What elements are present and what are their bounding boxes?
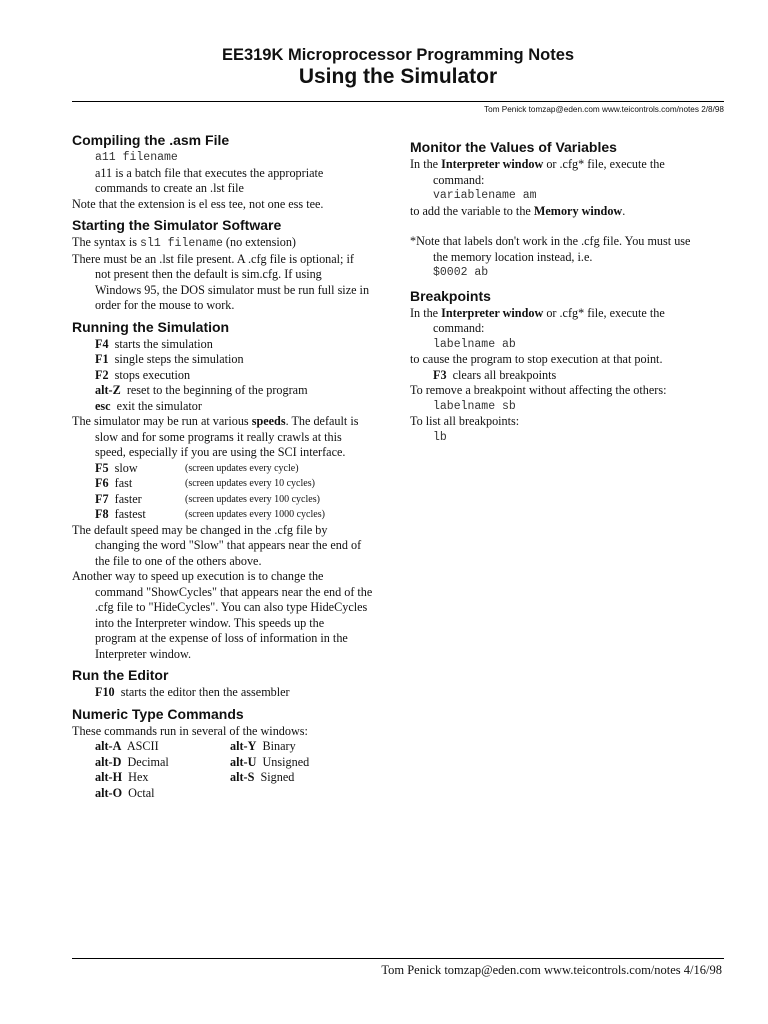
key-label: F4 [95, 336, 109, 351]
compile-command: a11 filename [95, 151, 178, 164]
speed-label: fastest [114, 507, 146, 521]
numeric-key: alt-D [95, 754, 122, 769]
speed-key: F6 [95, 476, 109, 490]
monitor-command: variablename am [433, 189, 537, 202]
starting-line-1: There must be an .lst file present. A .cfg file is optional; if [72, 251, 354, 266]
key-label: alt-Z [95, 383, 121, 397]
bp-f3-key: F3 [433, 367, 447, 382]
section-heading-compiling: Compiling the .asm File [72, 132, 230, 148]
editor-desc: starts the editor then the assembler [120, 685, 290, 699]
key-desc: exit the simulator [116, 398, 202, 413]
numeric-key: alt-U [230, 754, 257, 769]
bp-list: To list all breakpoints: [410, 414, 520, 428]
key-desc: stops execution [114, 367, 191, 382]
speed-row [72, 507, 390, 523]
speed-note: (screen updates every 10 cycles) [185, 478, 315, 489]
numeric-key: alt-A [95, 739, 122, 753]
bp-line-2: command: [433, 321, 485, 335]
speed-row [72, 461, 390, 477]
key-row [72, 399, 390, 415]
key-label: F2 [95, 367, 109, 382]
bp-command-3: lb [433, 430, 447, 444]
bp-line-3: to cause the program to stop execution at that point. [410, 352, 663, 366]
numeric-desc: Hex [128, 770, 149, 784]
bp-line-1 [410, 306, 728, 322]
editor-row [72, 685, 390, 701]
editor-key: F10 [95, 685, 115, 699]
numeric-row [72, 755, 390, 771]
monitor-post: or .cfg* file, execute the [543, 157, 665, 171]
another-line-1: Another way to speed up execution is to change the [72, 569, 324, 583]
bp-post: or .cfg* file, execute the [543, 305, 665, 320]
numeric-row [72, 739, 390, 755]
monitor-pre: In the [410, 157, 442, 171]
bp-bold: Interpreter window [441, 305, 544, 320]
monitor-l3-bold: Memory window [533, 203, 623, 218]
monitor-l3-post: . [622, 203, 626, 218]
numeric-desc: Unsigned [262, 754, 310, 769]
speed-label: faster [114, 491, 142, 506]
another-line-3: .cfg file to "HideCycles". You can also type HideCycles [95, 600, 368, 614]
default-line-2: changing the word "Slow" that appears near the end of [95, 538, 362, 552]
numeric-desc: Signed [260, 770, 295, 784]
speed-line-2: speed, especially if you are using the SCI interface. [95, 445, 346, 459]
numeric-row [72, 786, 390, 802]
another-line-2: command "ShowCycles" that appears near the end of the [95, 584, 373, 599]
bp-f3-desc: clears all breakpoints [452, 367, 557, 382]
speed-bold: speeds [251, 414, 286, 428]
starting-line-2: not present then the default is sim.cfg. If using [95, 267, 322, 281]
right-column [410, 137, 728, 445]
section-heading-running: Running the Simulation [72, 318, 230, 335]
speed-key: F8 [95, 507, 109, 521]
speed-label: slow [114, 460, 138, 475]
speed-note: (screen updates every 1000 cycles) [185, 509, 325, 520]
bp-remove: To remove a breakpoint without affecting the others: [410, 383, 667, 397]
syntax-command: sl1 filename [140, 237, 223, 250]
another-line-4: into the Interpreter window. This speeds up the [95, 615, 325, 630]
key-row [72, 352, 390, 368]
starting-line-4: order for the mouse to work. [95, 298, 235, 312]
speed-note: (screen updates every 100 cycles) [185, 493, 320, 505]
numeric-row [72, 770, 390, 786]
key-desc: single steps the simulation [114, 352, 244, 366]
numeric-desc: Binary [262, 739, 296, 753]
key-desc: starts the simulation [114, 336, 213, 351]
section-heading-numeric: Numeric Type Commands [72, 705, 244, 722]
speed-label: fast [114, 476, 133, 490]
compile-note: Note that the extension is el ess tee, not one ess tee. [72, 196, 324, 211]
numeric-key: alt-S [230, 770, 255, 784]
footer-text: Tom Penick tomzap@eden.com www.teicontrols.com/notes 4/16/98 [381, 963, 722, 977]
monitor-note-1: *Note that labels don't work in the .cfg file. You must use [410, 234, 691, 248]
speed-note: (screen updates every cycle) [185, 462, 299, 474]
compile-desc-1: a11 is a batch file that executes the appropriate [95, 165, 324, 180]
key-label: F1 [95, 352, 109, 366]
syntax-post: (no extension) [222, 235, 296, 249]
monitor-note-2: the memory location instead, i.e. [433, 249, 593, 264]
numeric-key: alt-Y [230, 739, 257, 753]
key-row [72, 383, 390, 399]
key-row [72, 337, 390, 353]
section-heading-editor: Run the Editor [72, 667, 169, 683]
monitor-l3-pre: to add the variable to the [410, 203, 534, 218]
speed-row [72, 492, 390, 508]
speed-pre: The simulator may be run at various [72, 414, 252, 428]
speed-intro [72, 414, 390, 430]
default-line-3: the file to one of the others above. [95, 553, 262, 568]
header-rule [72, 101, 724, 102]
numeric-desc: ASCII [126, 739, 159, 753]
speed-line-1: slow and for some programs it really crawls at this [95, 429, 342, 444]
another-line-6: Interpreter window. [95, 646, 191, 661]
numeric-key: alt-O [95, 785, 123, 800]
section-heading-starting: Starting the Simulator Software [72, 217, 282, 233]
left-column [72, 130, 390, 801]
key-row [72, 368, 390, 384]
starting-line-3: Windows 95, the DOS simulator must be run full size in [95, 282, 370, 297]
numeric-desc: Decimal [127, 754, 169, 769]
key-desc: reset to the beginning of the program [126, 383, 308, 397]
default-line-1: The default speed may be changed in the .cfg file by [72, 522, 328, 537]
monitor-line-2: command: [433, 172, 485, 187]
key-label: esc [95, 398, 111, 413]
numeric-desc: Octal [128, 785, 155, 800]
numeric-key: alt-H [95, 770, 123, 784]
bp-command-2: labelname sb [433, 399, 516, 413]
speed-key: F5 [95, 460, 109, 475]
section-heading-breakpoints: Breakpoints [410, 287, 491, 304]
monitor-bold: Interpreter window [441, 157, 544, 171]
compile-desc-2: commands to create an .lst file [95, 181, 244, 195]
bp-pre: In the [410, 305, 442, 320]
header-meta: Tom Penick tomzap@eden.com www.teicontrols.com/notes 2/8/98 [484, 105, 724, 114]
speed-key: F7 [95, 491, 109, 506]
numeric-intro: These commands run in several of the windows: [72, 723, 308, 738]
section-heading-monitor: Monitor the Values of Variables [410, 139, 617, 155]
speed-row [72, 476, 390, 492]
bp-f3-row [410, 368, 728, 384]
footer-rule [72, 958, 724, 959]
document-title: EE319K Microprocessor Programming Notes [221, 46, 575, 64]
syntax-line [72, 235, 390, 252]
monitor-example: $0002 ab [433, 266, 489, 279]
monitor-line-1 [410, 157, 728, 173]
speed-post: . The default is [285, 414, 359, 428]
syntax-pre: The syntax is [72, 235, 141, 249]
bp-command-1: labelname ab [433, 337, 516, 351]
monitor-line-3 [410, 204, 728, 220]
document-subtitle: Using the Simulator [298, 65, 498, 88]
another-line-5: program at the expense of loss of information in the [95, 631, 348, 645]
